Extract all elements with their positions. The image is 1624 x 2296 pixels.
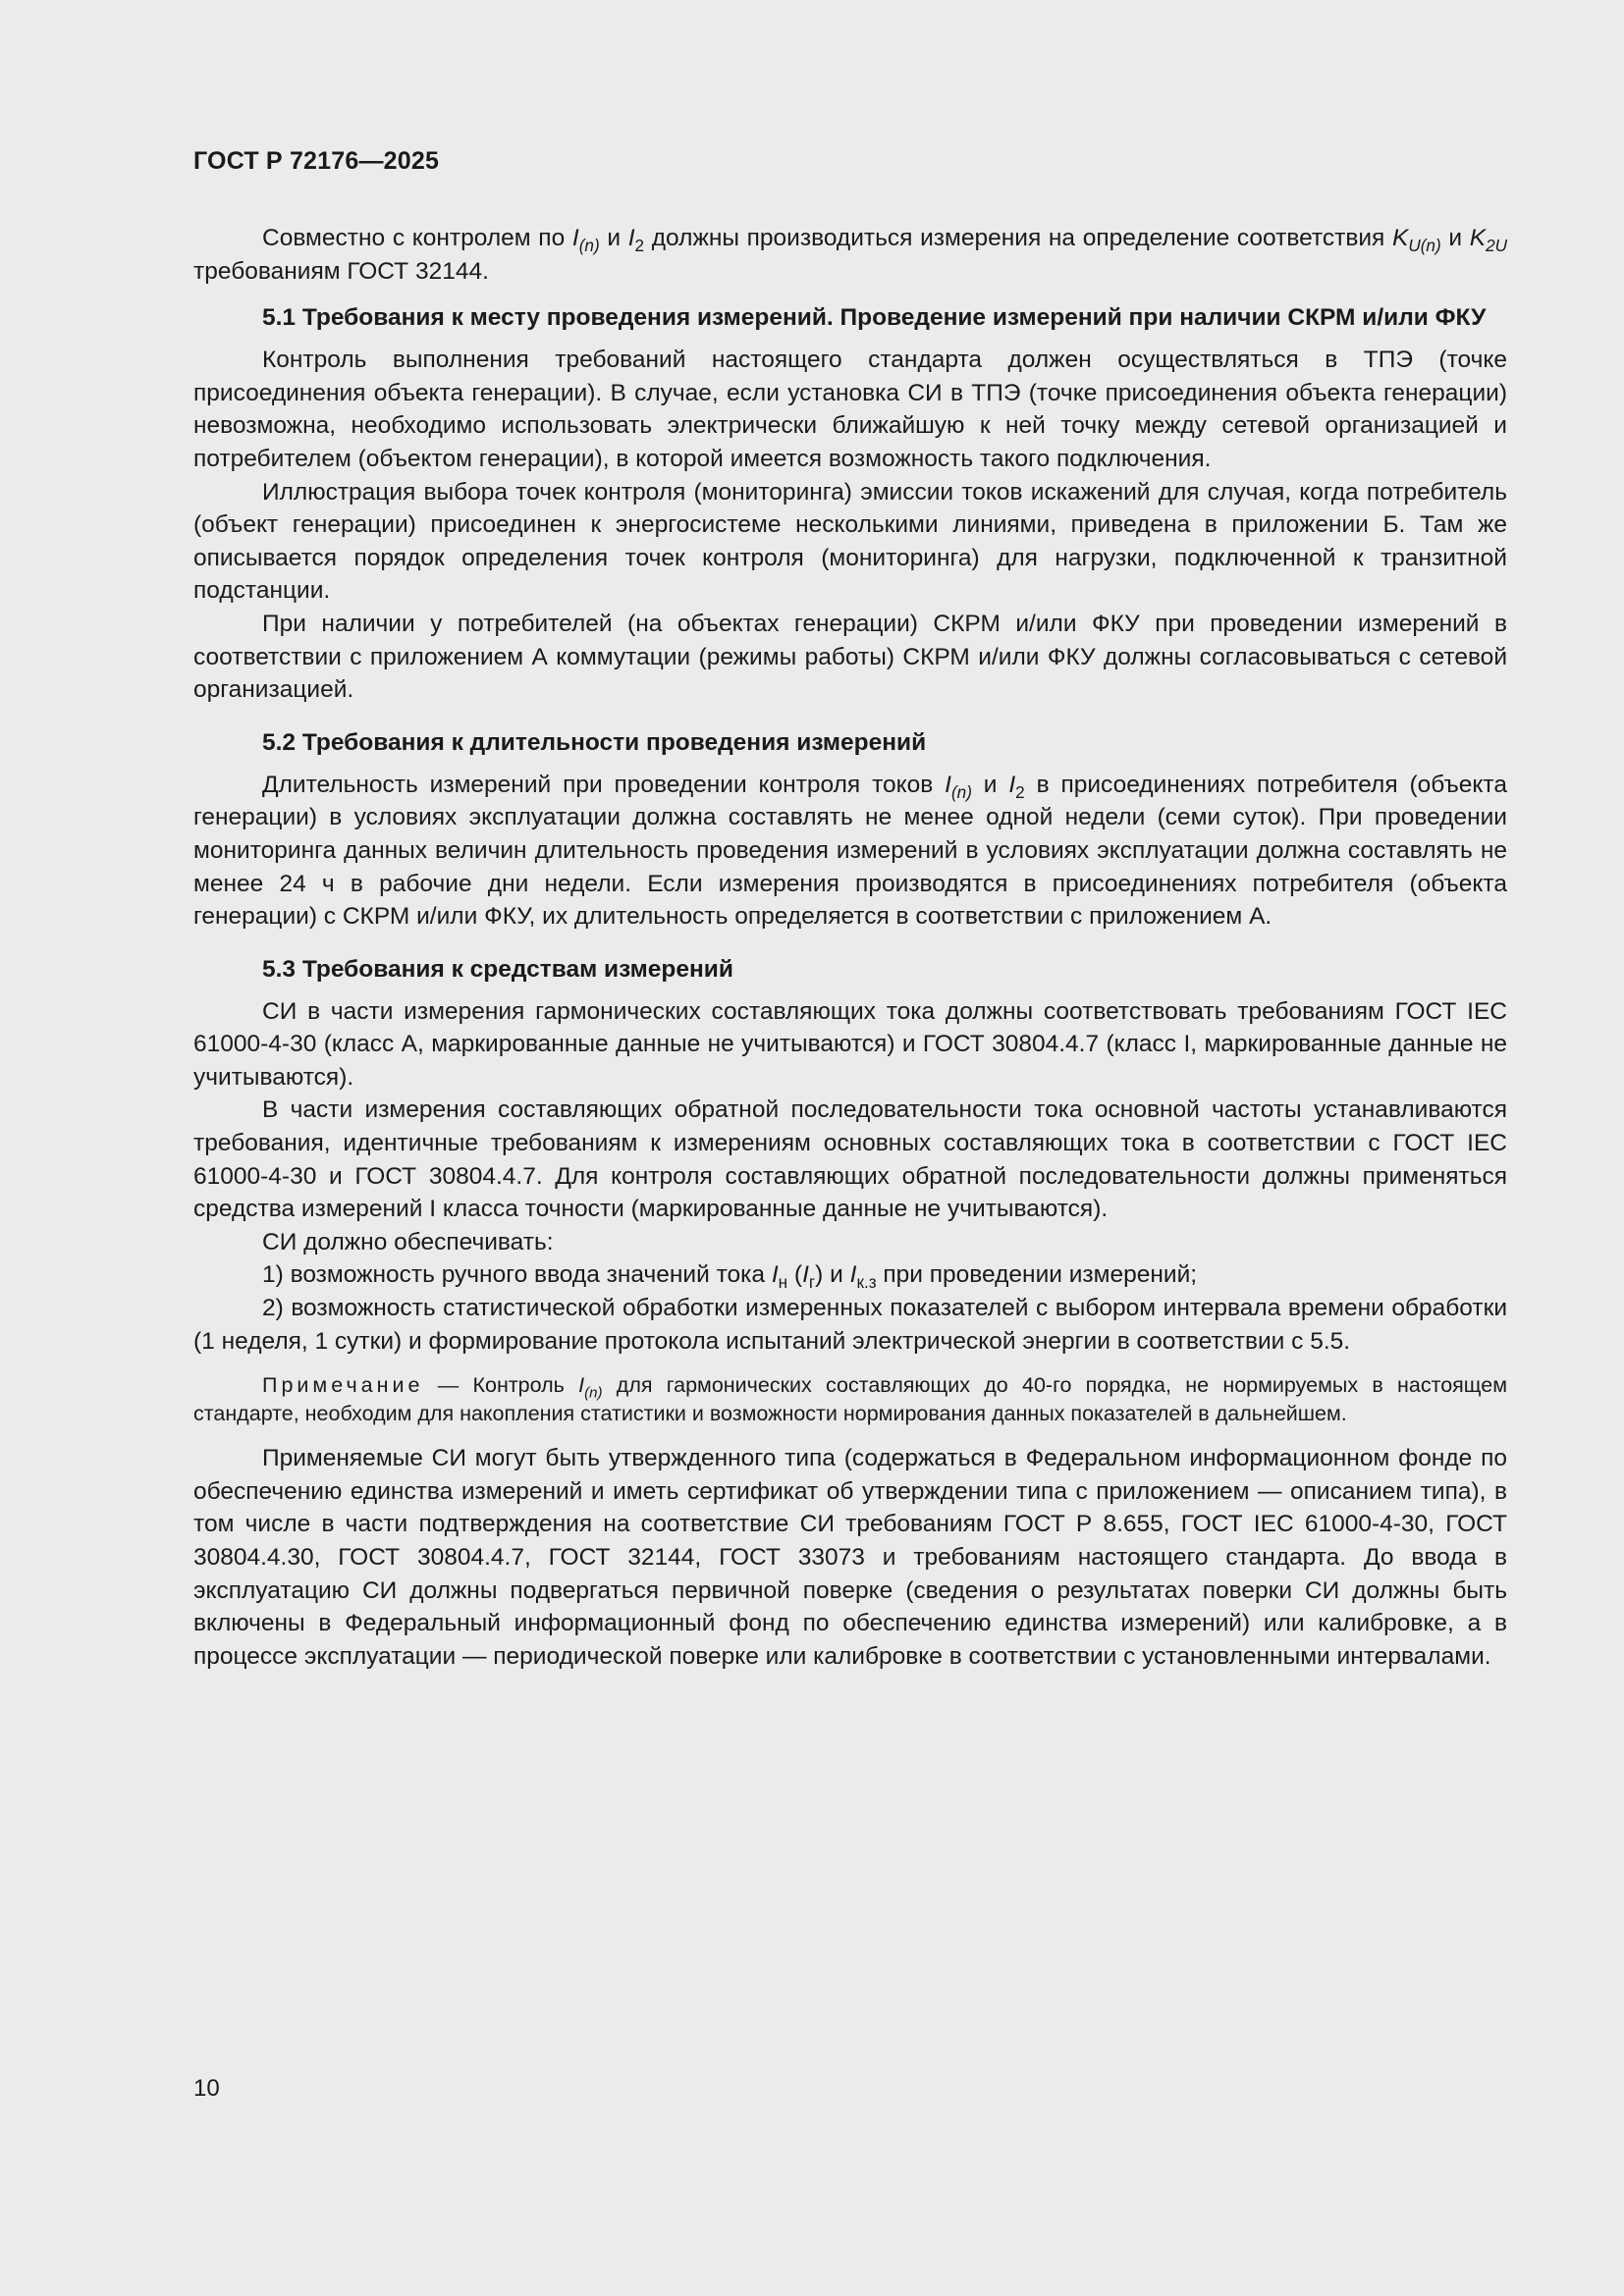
math-i-nom: $I_н$ <box>771 1261 788 1293</box>
math-i-n: $I_{(n)}$ <box>571 225 600 255</box>
section-5-1-title: 5.1 Требования к месту проведения измерений. Проведение измерений при наличии СКРМ и/или ФКУ <box>262 304 1487 332</box>
note-label: Примечание <box>262 1373 424 1398</box>
section-5-3-paragraph-4: Применяемые СИ могут быть утвержденного типа (содержаться в Федеральном информационном фонде по обеспечению единства измерений и иметь сертификат об утверждении типа с приложением — описанием типа), в том числе в части подтверждения на соответствие СИ требованиям ГОСТ Р 8.655, ГОСТ IEC 61000-4-30, ГОСТ 30804.4.30, ГОСТ 30804.4.7, ГОСТ 32144, ГОСТ 33073 и требованиям настоящего стандарта. До ввода в эксплуатацию СИ должны подвергаться первичной поверке (сведения о результатах поверки СИ должны быть включены в Федеральный информационный фонд по обеспечению единства измерений) или калибровке, а в процессе эксплуатации — периодической поверке или калибровке в соответствии с установленными интервалами. <box>193 1445 1507 1670</box>
section-5-2-paragraph-1: Длительность измерений при проведении контроля токов $I_{(n)}$ и $I_2$ в присоединениях потребителя (объекта генерации) в условиях эксплуатации должна составлять не менее одной недели (семи суток). При проведении мониторинга данных величин длительность проведения измерений в условиях эксплуатации должна составлять не менее 24 ч в рабочие дни недели. Если измерения производятся в присоединениях потребителя (объекта генерации) с СКРМ и/или ФКУ, их длительность определяется в соответствии с приложением А. <box>193 771 1507 931</box>
section-5-3-paragraph-3: СИ должно обеспечивать: <box>262 1228 554 1255</box>
list-item-1: 1) возможность ручного ввода значений тока $I_н$ $(I_г)$ и $I_{к.з}$ при проведении измерений; <box>262 1261 1198 1293</box>
document-body <box>193 222 1507 1673</box>
math-i-2: $I_2$ <box>627 225 645 255</box>
page-number: 10 <box>193 2075 220 2102</box>
math-i-2: $I_2$ <box>1008 771 1025 802</box>
text-run: должны производиться измерения на определение соответствия <box>644 225 1392 251</box>
section-5-3-paragraph-2: В части измерения составляющих обратной последовательности тока основной частоты устанавливаются требования, идентичные требованиям к измерениям основных составляющих тока в соответствии с ГОСТ IEC 61000-4-30 и ГОСТ 30804.4.7. Для контроля составляющих обратной последовательности должны применяться средства измерений I класса точности (маркированные данные не учитываются). <box>193 1096 1507 1223</box>
section-5-2-title: 5.2 Требования к длительности проведения измерений <box>262 728 927 756</box>
math-i-g: $I_г$ <box>802 1261 816 1293</box>
text-run: и <box>1440 225 1470 251</box>
text-run: требованиям ГОСТ 32144. <box>193 257 489 285</box>
document-header: ГОСТ Р 72176—2025 <box>193 147 440 175</box>
math-k-un: $K_{U(n)}$ <box>1391 225 1441 255</box>
math-i-n: $I_{(n)}$ <box>945 771 972 802</box>
math-k-2u: $K_{2U}$ <box>1469 225 1507 255</box>
text-run: Совместно с контролем по <box>262 225 572 251</box>
math-i-kz: $I_{к.з}$ <box>849 1261 877 1293</box>
note-paragraph: Примечание — Контроль $I_{(n)}$ для гармонических составляющих до 40-го порядка, не нормируемых в настоящем стандарте, необходим для накопления статистики и возможности нормирования данных показателей в дальнейшем. <box>193 1373 1507 1426</box>
intro-paragraph <box>193 222 1507 288</box>
section-5-3-title: 5.3 Требования к средствам измерений <box>262 955 733 983</box>
section-5-1-paragraph-2: Иллюстрация выбора точек контроля (мониторинга) эмиссии токов искажений для случая, когда потребитель (объект генерации) присоединен к энергосистеме несколькими линиями, приведена в приложении Б. Там же описывается порядок определения точек контроля (мониторинга) для нагрузки, подключенной к транзитной подстанции. <box>193 478 1507 605</box>
list-item-2: 2) возможность статистической обработки измеренных показателей с выбором интервала времени обработки (1 неделя, 1 сутки) и формирование протокола испытаний электрической энергии в соответствии с 5.5. <box>193 1295 1507 1355</box>
math-i-n: $I_{(n)}$ <box>578 1373 603 1402</box>
section-5-1-paragraph-1: Контроль выполнения требований настоящего стандарта должен осуществляться в ТПЭ (точке присоединения объекта генерации). В случае, если установка СИ в ТПЭ (точке присоединения объекта генерации) невозможна, необходимо использовать электрически ближайшую к ней точку между сетевой организацией и потребителем (объектом генерации), в которой имеется возможность такого подключения. <box>193 347 1507 472</box>
text-run: и <box>599 225 628 251</box>
section-5-1-paragraph-3: При наличии у потребителей (на объектах генерации) СКРМ и/или ФКУ при проведении измерений в соответствии с приложением А коммутации (режимы работы) СКРМ и/или ФКУ должны согласовываться с сетевой организацией. <box>193 610 1507 704</box>
section-5-3-paragraph-1: СИ в части измерения гармонических составляющих тока должны соответствовать требованиям ГОСТ IEC 61000-4-30 (класс А, маркированные данные не учитываются) и ГОСТ 30804.4.7 (класс I, маркированные данные не учитываются). <box>193 997 1507 1091</box>
